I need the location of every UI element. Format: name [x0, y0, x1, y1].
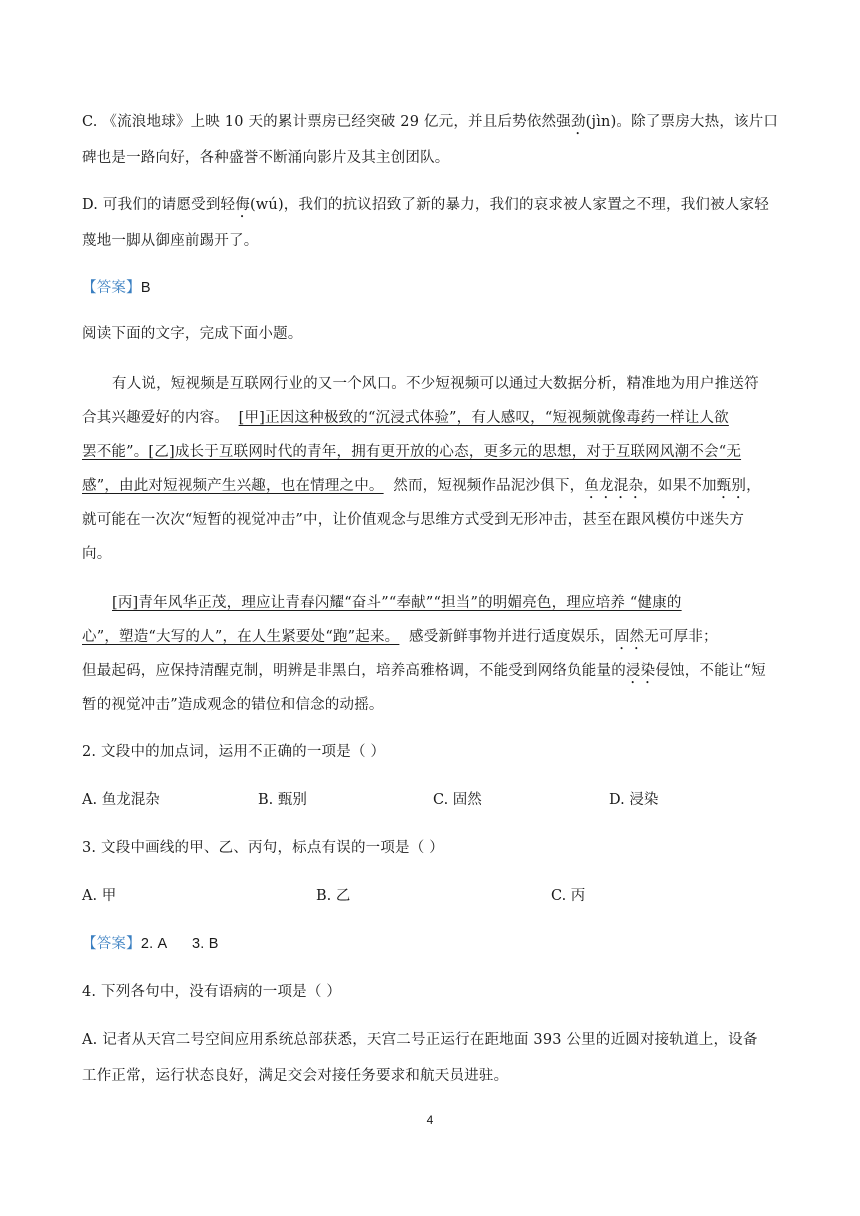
passage-p1-line-3: 罢不能”。[乙]成长于互联网时代的青年，拥有更开放的心态，更多元的思想，对于互联网风潮不会“无: [82, 444, 742, 460]
question-3-stem: 3. 文段中画线的甲、乙、丙句，标点有误的一项是（ ）: [82, 840, 444, 856]
option-d-line-2: 蔑地一脚从御座前踢开了。: [82, 233, 259, 249]
answer-tag: 【答案】: [82, 936, 141, 952]
answer-tag: 【答案】: [82, 280, 141, 296]
question-2-option-b: B. 甄别: [258, 792, 307, 808]
question-2-option-c: C. 固然: [433, 792, 482, 808]
option-c-line-1: C. 《流浪地球》上映 10 天的累计票房已经突破 29 亿元，并且后势依然强劲(jìn)。除了票房大热，该片口: [82, 114, 779, 130]
passage-p1-line-1: 有人说，短视频是互联网行业的又一个风口。不少短视频可以通过大数据分析，精准地为用户推送符: [112, 376, 759, 392]
answer-value: 2. A 3. B: [140, 936, 219, 952]
passage-p1-line-5: 就可能在一次次“短暂的视觉冲击”中，让价值观念与思维方式受到无形冲击，甚至在跟风模仿中迷失方: [82, 512, 745, 528]
reading-instruction: 阅读下面的文字，完成下面小题。: [82, 326, 303, 342]
passage-p2-line-3: 但最起码，应保持清醒克制，明辨是非黑白，培养高雅格调，不能受到网络负能量的浸染侵蚀，不能让“短: [82, 663, 766, 679]
answer-value: B: [140, 280, 151, 296]
question-3-option-a: A. 甲: [82, 888, 117, 904]
option-d-line-1: D. 可我们的请愿受到轻侮(wú)，我们的抗议招致了新的暴力，我们的哀求被人家置之不理，我们被人家轻: [82, 197, 769, 213]
page-number: 4: [426, 1113, 434, 1127]
question-4-option-a-line-1: A. 记者从天宫二号空间应用系统总部获悉，天宫二号正运行在距地面 393 公里的近圆对接轨道上，设备: [82, 1032, 758, 1048]
answer-1: [82, 276, 151, 297]
passage-p1-line-2: 合其兴趣爱好的内容。 [甲]正因这种极致的“沉浸式体验”，有人感叹，“短视频就像毒药一样让人欲: [82, 410, 729, 426]
passage-p2-line-1: [丙]青年风华正茂，理应让青春闪耀“奋斗”“奉献”“担当”的明媚亮色，理应培养 “健康的: [112, 595, 682, 611]
question-2-option-a: A. 鱼龙混杂: [82, 792, 160, 808]
passage-p1-line-6: 向。: [82, 546, 112, 562]
passage-p1-line-4: 感”，由此对短视频产生兴趣，也在情理之中。 然而，短视频作品泥沙俱下，鱼龙混杂，如果不加甄别，: [82, 478, 761, 494]
question-3-option-b: B. 乙: [316, 888, 351, 904]
question-4-stem: 4. 下列各句中，没有语病的一项是（ ）: [82, 984, 342, 1000]
passage-p2-line-2: 心”，塑造“大写的人”，在人生紧要处“跑”起来。 感受新鲜事物并进行适度娱乐，固然无可厚非；: [82, 629, 718, 645]
question-2-option-d: D. 浸染: [609, 792, 659, 808]
question-4-option-a-line-2: 工作正常，运行状态良好，满足交会对接任务要求和航天员进驻。: [82, 1068, 509, 1084]
passage-p2-line-4: 暂的视觉冲击”造成观念的错位和信念的动摇。: [82, 697, 384, 713]
option-c-line-2: 碑也是一路向好，各种盛誉不断涌向影片及其主创团队。: [82, 150, 450, 166]
question-3-option-c: C. 丙: [551, 888, 586, 904]
answer-2: [82, 932, 219, 953]
question-2-stem: 2. 文段中的加点词，运用不正确的一项是（ ）: [82, 744, 386, 760]
